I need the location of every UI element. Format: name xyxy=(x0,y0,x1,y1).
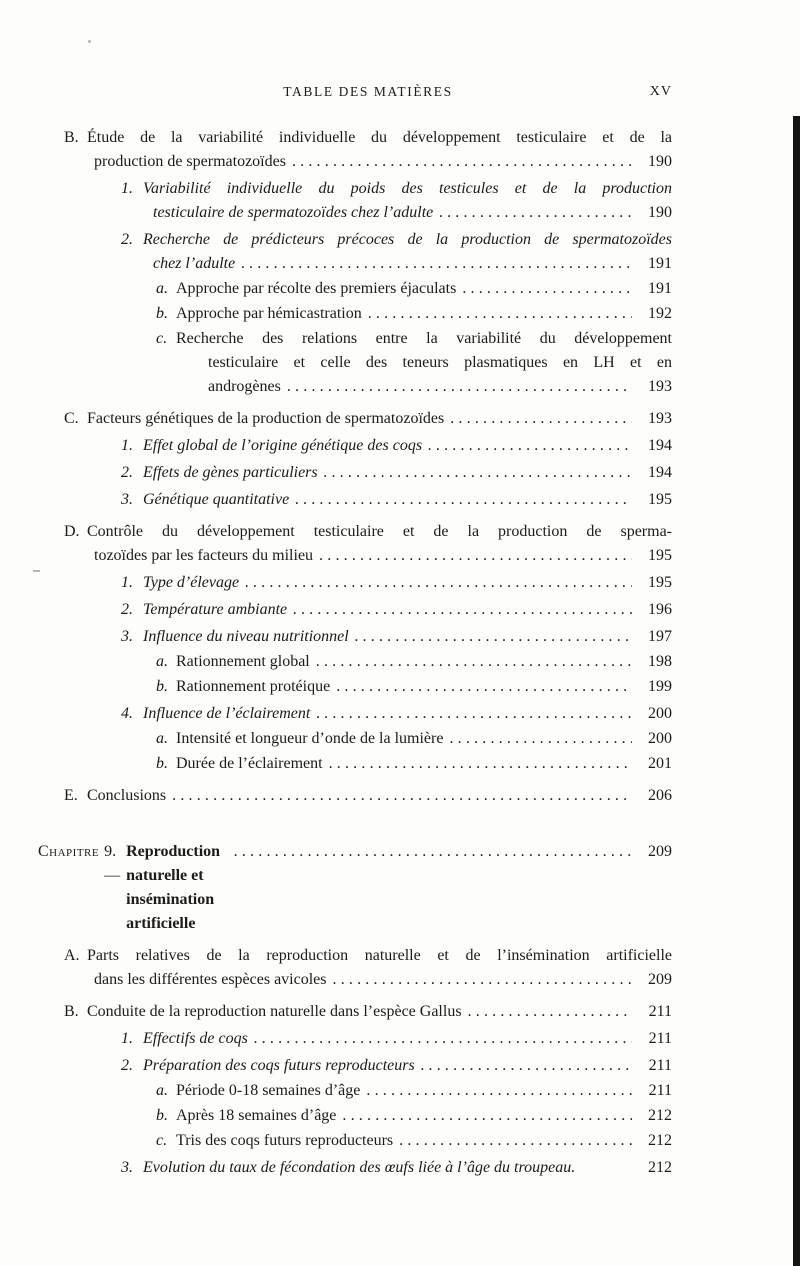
toc-entry xyxy=(121,461,672,485)
toc-entry-line xyxy=(176,727,672,751)
entry-page-number: 200 xyxy=(648,730,672,747)
dot-leader xyxy=(254,1027,632,1051)
toc-entry-line xyxy=(94,968,672,992)
entry-text: Recherche des relations entre la variabilité du développement xyxy=(176,330,672,347)
entry-text: Effectifs de coqs xyxy=(143,1030,248,1047)
toc-entry-line xyxy=(143,228,672,252)
entry-marker: 3. xyxy=(121,491,133,508)
toc-entry-line xyxy=(176,752,672,776)
entry-page-number: 194 xyxy=(648,464,672,481)
entry-text: Tris des coqs futurs reproducteurs xyxy=(176,1132,394,1149)
entry-page-number: 212 xyxy=(648,1159,672,1176)
toc-entry-line xyxy=(176,327,672,351)
dot-leader xyxy=(333,968,633,992)
toc-entry-line xyxy=(143,1054,672,1078)
entry-page-number: 212 xyxy=(648,1132,672,1149)
entry-page-number: 198 xyxy=(648,653,672,670)
entry-marker: b. xyxy=(156,1107,168,1124)
entry-marker: b. xyxy=(156,678,168,695)
entry-page-number: 211 xyxy=(648,1057,672,1074)
scan-edge-shadow-bar xyxy=(793,116,800,1266)
entry-text: Facteurs génétiques de la production de spermatozoïdes xyxy=(87,410,445,427)
entry-page-number: 193 xyxy=(648,410,672,427)
toc-entry xyxy=(156,327,672,399)
entry-page-number: 209 xyxy=(648,971,672,988)
entry-page-number: 194 xyxy=(648,437,672,454)
entry-marker: A. xyxy=(64,947,80,964)
entry-marker: c. xyxy=(156,330,168,347)
entry-text: tozoïdes par les facteurs du milieu xyxy=(94,547,314,564)
dot-leader xyxy=(329,752,632,776)
dot-leader xyxy=(342,1104,632,1128)
toc-entry-line xyxy=(153,252,672,276)
toc-entry-line xyxy=(208,351,672,375)
entry-text: chez l’adulte xyxy=(153,255,236,272)
toc-entry-line xyxy=(87,944,672,968)
chapter-number: 9. — xyxy=(104,843,121,884)
page-title: TABLE DES MATIÈRES xyxy=(283,84,453,99)
entry-marker: a. xyxy=(156,730,168,747)
toc-entry-line xyxy=(143,1027,672,1051)
entry-text: testiculaire de spermatozoïdes chez l’adulte xyxy=(153,204,434,221)
toc-entry-line xyxy=(87,784,672,808)
dot-leader xyxy=(366,1079,632,1103)
entry-text: Conduite de la reproduction naturelle dans l’espèce Gallus xyxy=(87,1003,462,1020)
entry-text: Température ambiante xyxy=(143,601,288,618)
dot-leader xyxy=(336,675,632,699)
toc-entry xyxy=(156,752,672,776)
dot-leader xyxy=(245,571,632,595)
dot-leader xyxy=(399,1129,632,1153)
toc-entry-line xyxy=(176,277,672,301)
entry-marker: 4. xyxy=(121,705,133,722)
entry-marker: E. xyxy=(64,787,78,804)
entry-marker: a. xyxy=(156,653,168,670)
entry-page-number: 206 xyxy=(648,787,672,804)
entry-page-number: 212 xyxy=(648,1107,672,1124)
toc-entry xyxy=(156,302,672,326)
entry-text: Recherche de prédicteurs précoces de la production de spermatozoïdes xyxy=(143,231,672,248)
entry-page-number: 195 xyxy=(648,574,672,591)
dot-leader xyxy=(324,461,632,485)
dot-leader xyxy=(368,302,632,326)
toc-entry-line xyxy=(143,461,672,485)
dot-leader xyxy=(293,598,632,622)
entry-text: Variabilité individuelle du poids des testicules et de la production xyxy=(143,180,672,197)
entry-text: Durée de l’éclairement xyxy=(176,755,323,772)
toc-entry-line xyxy=(176,1129,672,1153)
dot-leader xyxy=(355,625,632,649)
entry-text: Génétique quantitative xyxy=(143,491,290,508)
entry-text: androgènes xyxy=(208,378,281,395)
toc-entry-line xyxy=(94,150,672,174)
entry-marker: c. xyxy=(156,1132,168,1149)
toc-entry xyxy=(121,1156,672,1180)
toc-entry xyxy=(121,702,672,726)
entry-text: Parts relatives de la reproduction naturelle et de l’insémination artificielle xyxy=(87,947,672,964)
folio-page-number: XV xyxy=(649,84,672,99)
toc-entry xyxy=(64,784,672,808)
entry-marker: B. xyxy=(64,1003,79,1020)
toc-entry xyxy=(121,434,672,458)
entry-page-number: 201 xyxy=(648,755,672,772)
toc-entry-line xyxy=(143,434,672,458)
entry-page-number: 196 xyxy=(648,601,672,618)
entry-page-number: 199 xyxy=(648,678,672,695)
toc-entry xyxy=(121,1027,672,1051)
toc-entry xyxy=(156,675,672,699)
toc-entry xyxy=(121,228,672,276)
scan-speck xyxy=(88,40,91,43)
entry-page-number: 190 xyxy=(648,153,672,170)
entry-marker: D. xyxy=(64,523,80,540)
toc-entry-line xyxy=(153,201,672,225)
toc-entry-line xyxy=(176,675,672,699)
entry-page-number: 211 xyxy=(648,1082,672,1099)
entry-marker: 2. xyxy=(121,1057,133,1074)
toc-entry xyxy=(156,650,672,674)
entry-text: Type d’élevage xyxy=(143,574,240,591)
entry-text: Approche par récolte des premiers éjaculats xyxy=(176,280,457,297)
entry-text: dans les différentes espèces avicoles xyxy=(94,971,327,988)
entry-page-number: 209 xyxy=(648,843,672,860)
entry-text: Rationnement protéique xyxy=(176,678,331,695)
entry-marker: b. xyxy=(156,755,168,772)
dot-leader xyxy=(468,1000,632,1024)
toc-entry-line xyxy=(87,520,672,544)
entry-marker: 2. xyxy=(121,601,133,618)
toc-entry xyxy=(121,571,672,595)
dot-leader xyxy=(319,544,632,568)
entry-text: Conclusions xyxy=(87,787,167,804)
dot-leader xyxy=(316,650,632,674)
dot-leader xyxy=(439,201,632,225)
chapter-title: Reproduction naturelle et insémination artificielle xyxy=(126,843,221,932)
dot-leader xyxy=(287,375,632,399)
toc-entries xyxy=(38,126,672,1180)
toc-entry-line xyxy=(208,375,672,399)
dot-leader xyxy=(449,727,632,751)
running-head xyxy=(64,84,672,104)
toc-entry xyxy=(156,727,672,751)
toc-entry-line xyxy=(143,702,672,726)
entry-marker: b. xyxy=(156,305,168,322)
entry-page-number: 197 xyxy=(648,628,672,645)
entry-text: production de spermatozoïdes xyxy=(94,153,286,170)
toc-entry-line xyxy=(87,1000,672,1024)
dot-leader xyxy=(234,840,632,864)
toc-entry-line xyxy=(38,840,672,936)
toc-entry-line xyxy=(143,177,672,201)
entry-page-number: 193 xyxy=(648,378,672,395)
entry-text: Evolution du taux de fécondation des œufs liée à l’âge du troupeau. xyxy=(143,1159,576,1176)
entry-text: Étude de la variabilité individuelle du développement testiculaire et de la xyxy=(87,129,672,146)
entry-page-number: 211 xyxy=(648,1030,672,1047)
toc-entry-line xyxy=(143,598,672,622)
entry-page-number: 211 xyxy=(648,1003,672,1020)
entry-text: Effets de gènes particuliers xyxy=(143,464,318,481)
entry-page-number: 195 xyxy=(648,547,672,564)
toc-entry-line xyxy=(87,407,672,431)
toc-entry xyxy=(156,1104,672,1128)
toc-entry-line xyxy=(143,488,672,512)
entry-marker: C. xyxy=(64,410,79,427)
entry-marker: 1. xyxy=(121,1030,133,1047)
entry-marker: 2. xyxy=(121,231,133,248)
entry-marker: 3. xyxy=(121,1159,133,1176)
toc-entry xyxy=(121,598,672,622)
toc-entry-line xyxy=(143,625,672,649)
entry-text: Influence de l’éclairement xyxy=(143,705,311,722)
toc-entry xyxy=(121,177,672,225)
dot-leader xyxy=(421,1054,632,1078)
dot-leader xyxy=(428,434,632,458)
toc-entry-line xyxy=(176,302,672,326)
toc-entry-line xyxy=(176,1104,672,1128)
entry-marker: 1. xyxy=(121,180,133,197)
toc-entry xyxy=(64,520,672,568)
entry-marker: B. xyxy=(64,129,79,146)
entry-marker: 3. xyxy=(121,628,133,645)
toc-entry xyxy=(64,407,672,431)
entry-text: Période 0-18 semaines d’âge xyxy=(176,1082,361,1099)
toc-entry xyxy=(156,1129,672,1153)
toc-entry xyxy=(156,277,672,301)
toc-entry xyxy=(121,1054,672,1078)
entry-page-number: 192 xyxy=(648,305,672,322)
dot-leader xyxy=(450,407,632,431)
entry-marker: 1. xyxy=(121,437,133,454)
toc-entry-line xyxy=(143,1156,672,1180)
entry-marker: 2. xyxy=(121,464,133,481)
toc-entry-line xyxy=(94,544,672,568)
entry-text: testiculaire et celle des teneurs plasmatiques en LH et en xyxy=(208,354,672,371)
toc-entry-line xyxy=(143,571,672,595)
chapter-label: Chapitre xyxy=(38,843,100,860)
entry-text: Intensité et longueur d’onde de la lumière xyxy=(176,730,444,747)
entry-text: Après 18 semaines d’âge xyxy=(176,1107,337,1124)
toc-entry-line xyxy=(176,650,672,674)
entry-marker: a. xyxy=(156,280,168,297)
entry-marker: a. xyxy=(156,1082,168,1099)
entry-page-number: 200 xyxy=(648,705,672,722)
entry-page-number: 190 xyxy=(648,204,672,221)
entry-page-number: 191 xyxy=(648,280,672,297)
toc-entry xyxy=(64,126,672,174)
entry-page-number: 191 xyxy=(648,255,672,272)
entry-text: Rationnement global xyxy=(176,653,310,670)
toc-entry-line xyxy=(87,126,672,150)
toc-entry xyxy=(121,625,672,649)
dot-leader xyxy=(462,277,632,301)
entry-page-number: 195 xyxy=(648,491,672,508)
toc-entry xyxy=(121,488,672,512)
entry-text: Approche par hémicastration xyxy=(176,305,362,322)
toc-entry-line xyxy=(176,1079,672,1103)
dot-leader xyxy=(172,784,632,808)
dot-leader xyxy=(295,488,632,512)
dot-leader xyxy=(241,252,632,276)
toc-entry xyxy=(156,1079,672,1103)
toc-entry xyxy=(64,1000,672,1024)
entry-text: Contrôle du développement testiculaire et de la production de sperma- xyxy=(87,523,672,540)
scan-speck xyxy=(33,570,40,572)
entry-text: Effet global de l’origine génétique des coqs xyxy=(143,437,423,454)
toc-chapter-entry xyxy=(38,840,672,936)
dot-leader xyxy=(316,702,632,726)
entry-marker: 1. xyxy=(121,574,133,591)
dot-leader xyxy=(292,150,632,174)
entry-text: Préparation des coqs futurs reproducteurs xyxy=(143,1057,415,1074)
entry-text: Influence du niveau nutritionnel xyxy=(143,628,349,645)
toc-entry xyxy=(64,944,672,992)
